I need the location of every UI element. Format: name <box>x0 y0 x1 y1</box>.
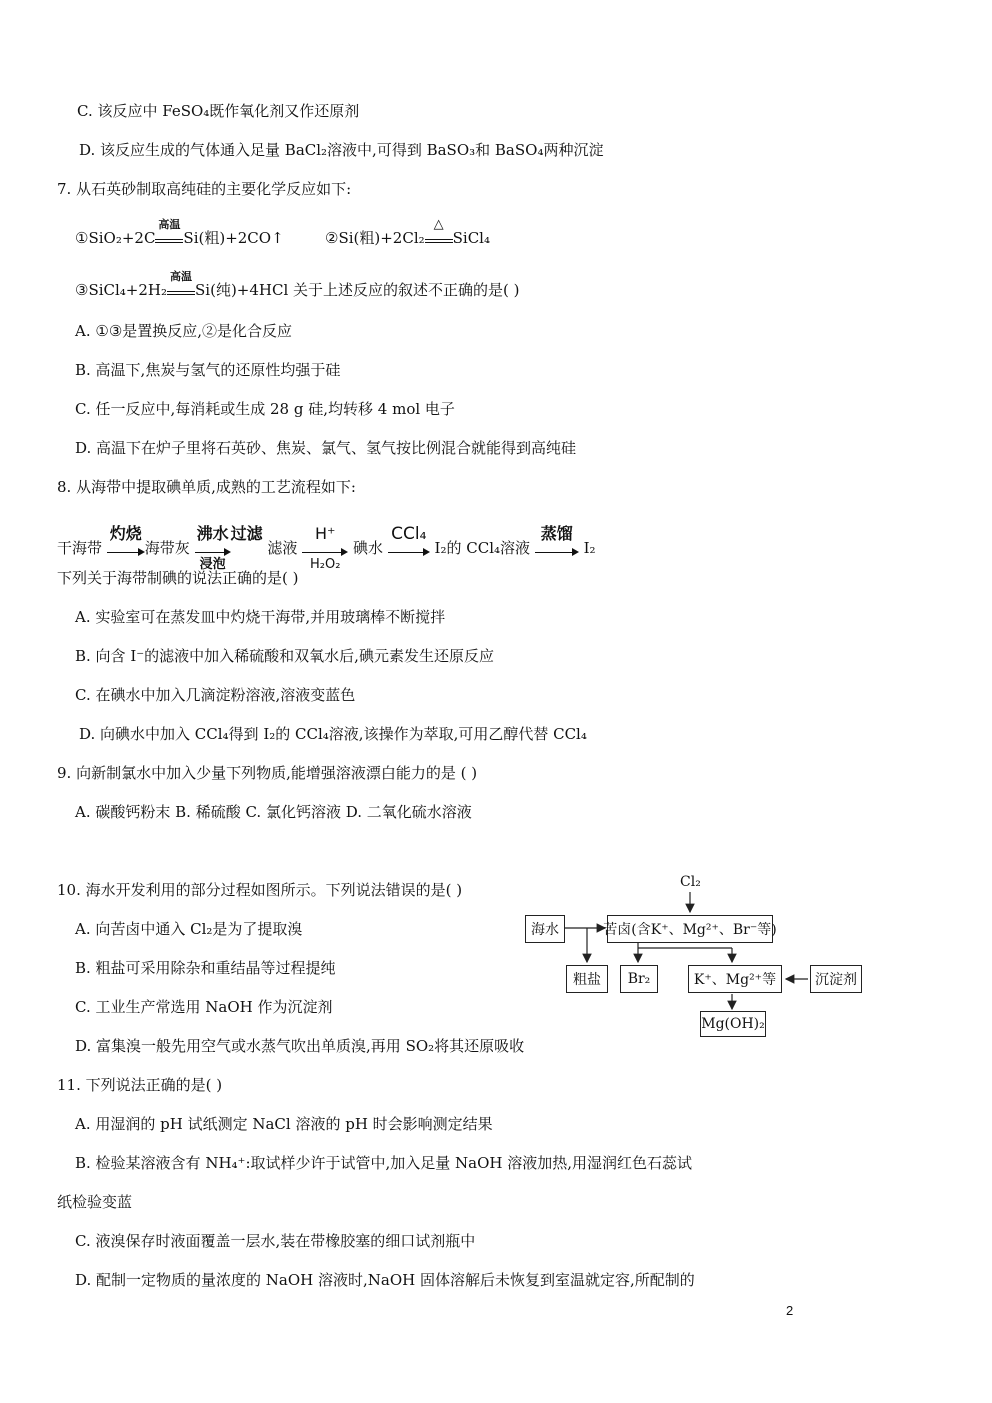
page-number: 2 <box>786 1303 794 1318</box>
q8-option-c: C. 在碘水中加入几滴淀粉溶液,溶液变蓝色 <box>75 686 356 704</box>
flow-step: 海带灰 <box>144 539 190 557</box>
q10-option-b: B. 粗盐可采用除杂和重结晶等过程提纯 <box>75 959 336 977</box>
flow-arrow <box>535 524 579 558</box>
q8-question: 下列关于海带制碘的说法正确的是( ) <box>57 569 299 587</box>
diagram-precipitant-box: 沉淀剂 <box>810 965 862 993</box>
q7-r1-reactants: ①SiO₂+2C <box>75 229 156 247</box>
q10-option-c: C. 工业生产常选用 NaOH 作为沉淀剂 <box>75 998 333 1016</box>
q7-option-b: B. 高温下,焦炭与氢气的还原性均强于硅 <box>75 361 341 379</box>
q10-option-a: A. 向苦卤中通入 Cl₂是为了提取溴 <box>75 920 303 938</box>
q11-option-d: D. 配制一定物质的量浓度的 NaOH 溶液时,NaOH 固体溶解后未恢复到室温就定容,所配制的 <box>75 1271 695 1289</box>
q9-stem: 9. 向新制氯水中加入少量下列物质,能增强溶液漂白能力的是 ( ) <box>57 764 478 782</box>
q7-reaction-3 <box>75 270 520 300</box>
q11-option-a: A. 用湿润的 pH 试纸测定 NaCl 溶液的 pH 时会影响测定结果 <box>75 1115 493 1133</box>
q8-option-d: D. 向碘水中加入 CCl₄得到 I₂的 CCl₄溶液,该操作为萃取,可用乙醇代替 CCl₄ <box>79 725 587 743</box>
flow-arrow <box>195 524 231 572</box>
q9-options: A. 碳酸钙粉末 B. 稀硫酸 C. 氯化钙溶液 D. 二氧化硫水溶液 <box>75 803 472 821</box>
flow-condition: 灼烧 <box>109 524 142 543</box>
q8-flowchart <box>57 524 596 572</box>
q8-option-a: A. 实验室可在蒸发皿中灼烧干海带,并用玻璃棒不断搅拌 <box>75 608 446 626</box>
q7-stem: 7. 从石英砂制取高纯硅的主要化学反应如下: <box>57 180 352 198</box>
q11-option-b: B. 检验某溶液含有 NH₄⁺:取试样少许于试管中,加入足量 NaOH 溶液加热,用湿润红色石蕊试 <box>75 1154 693 1172</box>
q10-stem: 10. 海水开发利用的部分过程如图所示。下列说法错误的是( ) <box>57 881 463 899</box>
q7-option-a: A. ①③是置换反应,②是化合反应 <box>75 322 293 340</box>
flow-condition: 沸水 <box>196 524 229 543</box>
diagram-cl2-label: Cl₂ <box>680 874 701 890</box>
flow-step: I₂ <box>583 539 596 557</box>
q7-option-d: D. 高温下在炉子里将石英砂、焦炭、氯气、氢气按比例混合就能得到高纯硅 <box>75 439 577 457</box>
flow-arrow <box>302 524 348 572</box>
diagram-crude-salt-box: 粗盐 <box>566 965 608 993</box>
q7-reaction-2 <box>325 217 490 248</box>
seawater-diagram <box>520 874 865 1039</box>
flow-step: 碘水 <box>352 539 383 557</box>
flow-condition: CCl₄ <box>391 524 427 544</box>
q10-option-d: D. 富集溴一般先用空气或水蒸气吹出单质溴,再用 SO₂将其还原吸收 <box>75 1037 525 1055</box>
flow-condition: H₂O₂ <box>309 557 341 572</box>
flow-step: 干海带 <box>57 539 103 557</box>
condition-label: 高温 <box>170 270 193 283</box>
diagram-ions-box: K⁺、Mg²⁺等 <box>688 965 782 993</box>
flow-condition: 蒸馏 <box>540 524 573 543</box>
q11-option-c: C. 液溴保存时液面覆盖一层水,装在带橡胶塞的细口试剂瓶中 <box>75 1232 476 1250</box>
q8-option-b: B. 向含 I⁻的滤液中加入稀硫酸和双氧水后,碘元素发生还原反应 <box>75 647 494 665</box>
diagram-connectors <box>520 874 865 1039</box>
diagram-bittern-box: 苦卤(含K⁺、Mg²⁺、Br⁻等) <box>607 915 773 943</box>
diagram-br2-box: Br₂ <box>620 965 658 993</box>
q11-stem: 11. 下列说法正确的是( ) <box>57 1076 223 1094</box>
q6-option-c: C. 该反应中 FeSO₄既作氧化剂又作还原剂 <box>77 102 360 120</box>
diagram-mgoh2-box: Mg(OH)₂ <box>700 1011 766 1037</box>
q7-option-c: C. 任一反应中,每消耗或生成 28 g 硅,均转移 4 mol 电子 <box>75 400 455 418</box>
q11-option-b-cont: 纸检验变蓝 <box>57 1193 133 1211</box>
condition-arrow <box>155 218 183 243</box>
q7-r3-products: Si(纯)+4HCl 关于上述反应的叙述不正确的是( ) <box>195 281 520 299</box>
flow-condition: H⁺ <box>314 524 336 543</box>
flow-condition: 过滤 <box>230 524 263 543</box>
flow-step: I₂的 CCl₄溶液 <box>434 539 531 557</box>
flow-step: 滤液 <box>267 539 298 557</box>
q8-stem: 8. 从海带中提取碘单质,成熟的工艺流程如下: <box>57 478 356 496</box>
q7-r2-products: SiCl₄ <box>452 229 490 247</box>
condition-label: △ <box>433 217 444 232</box>
diagram-seawater-box: 海水 <box>525 915 565 943</box>
q6-option-d: D. 该反应生成的气体通入足量 BaCl₂溶液中,可得到 BaSO₃和 BaSO₄两种沉淀 <box>79 141 604 159</box>
q7-r2-reactants: ②Si(粗)+2Cl₂ <box>325 229 425 247</box>
q7-r1-products: Si(粗)+2CO↑ <box>183 229 284 247</box>
condition-arrow <box>167 270 195 295</box>
flow-arrow <box>107 524 145 558</box>
flow-condition: 浸泡 <box>199 557 226 572</box>
q7-r3-reactants: ③SiCl₄+2H₂ <box>75 281 168 299</box>
q7-reaction-1 <box>75 218 284 248</box>
condition-arrow <box>425 217 453 243</box>
flow-arrow <box>388 524 430 558</box>
condition-label: 高温 <box>158 218 181 231</box>
